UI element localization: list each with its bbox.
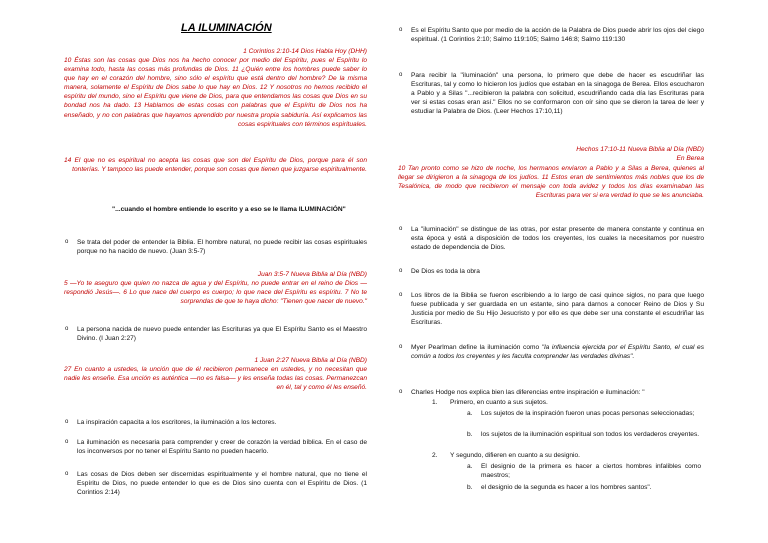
list-item bbox=[399, 71, 704, 116]
scripture-subtitle: En Berea bbox=[676, 155, 704, 162]
list-item-text: Los libros de la Biblia se fueron escribiendo a lo largo de casi quince siglos, no para que luego fuese publicada y ser guardada en un estante, sino para darnos a conocer Reino de Dios y Su Justicia por medio de Su Hijo Jesucristo y por ello es que debe ser una constante el escudriñar las Escrituras. bbox=[411, 292, 704, 327]
page-title: LA ILUMINACIÓN bbox=[181, 22, 272, 34]
list-item-text: Las cosas de Dios deben ser discernidas espiritualmente y el hombre natural, que no tiene el Espíritu de Dios, no puede entender lo que es de Dios sino cuenta con el Espíritu de Dios. (1 Corintios 2:14) bbox=[77, 471, 367, 497]
list-item bbox=[65, 470, 367, 497]
list-item bbox=[65, 438, 367, 456]
list-item-text: los sujetos de la iluminación espiritual son todos los verdaderos creyentes. bbox=[481, 431, 700, 438]
list-item-text: Para recibir la "iluminación" una persona, lo primero que debe de hacer es escudriñar las Escrituras, tal y como lo hicieron los judíos que estaban en la sinagoga de Berea. Ellos escucharon a Pablo y a Silas "...recibieron la palabra con solicitud, escudriñando cada día las Escrituras para ver si estas cosas eran así." Ellos no se conformaron con oír sino que se dieron la tarea de leer y estudiar la Palabra de Dios. (Leer Hechos 17:10,11) bbox=[411, 72, 704, 116]
list-item-text: Es el Espíritu Santo que por medio de la acción de la Palabra de Dios puede abrir los ojos del ciego espiritual. (1 Corintios 2:10; Salmo 119:105; Salmo 146:8; Salmo 119:130 bbox=[411, 27, 704, 44]
bullet-icon: o bbox=[65, 439, 69, 445]
scripture-passage: 5 —Yo te aseguro que quien no nazca de agua y del Espíritu, no puede entrar en el reino de Dios —respondió Jesús—. 6 Lo que nace del cuerpo es cuerpo; lo que nace del Espíritu es espíritu. 7 No te sorprendas de que te haya dicho: "Tienen que nacer de nuevo." bbox=[64, 280, 367, 306]
list-item-text: La inspiración capacita a los escritores, la iluminación a los lectores. bbox=[77, 419, 277, 426]
scripture-reference: 1 Corintios 2:10-14 Dios Habla Hoy (DHH) bbox=[243, 48, 367, 55]
list-item bbox=[399, 291, 704, 327]
list-item-text: el designio de la segunda es hacer a los hombres santos". bbox=[481, 484, 652, 491]
bullet-icon: o bbox=[399, 344, 403, 350]
highlight-quote: "...cuando el hombre entiende lo escrito y a eso se le llama ILUMINACIÓN" bbox=[112, 206, 346, 213]
list-item-text: Primero, en cuanto a sus sujetos. bbox=[450, 399, 548, 406]
list-number: 1. bbox=[432, 399, 438, 406]
bullet-icon: o bbox=[399, 268, 403, 274]
list-item-text: Myer Pearlman define la iluminación como bbox=[411, 344, 542, 351]
scripture-reference: Juan 3:5-7 Nueva Biblia al Día (NBD) bbox=[257, 271, 367, 278]
scripture-passage: 10 Éstas son las cosas que Dios nos ha hecho conocer por medio del Espíritu, pues el Espíritu lo examina todo, hasta las cosas más profundas de Dios. 11 ¿Quién entre los hombres puede saber lo que hay en el corazón del hombre, sino sólo el espíritu que está dentro del hombre? De la misma manera, solamente el Espíritu de Dios sabe lo que hay en Dios. 12 Y nosotros no hemos recibido el espíritu del mundo, sino el Espíritu que viene de Dios, para que entendamos las cosas que Dios en su bondad nos ha dado. 13 Hablamos de estas cosas con palabras que el Espíritu de Dios nos ha enseñado, y no con palabras que hayamos aprendido por nuestra propia sabiduría. Así explicamos las cosas espirituales con términos espirituales. bbox=[64, 57, 367, 128]
bullet-icon: o bbox=[399, 292, 403, 298]
bullet-icon: o bbox=[399, 389, 403, 395]
list-item bbox=[399, 267, 704, 276]
scripture-passage: 10 Tan pronto como se hizo de noche, los hermanos enviaron a Pablo y a Silas a Berea, quienes al llegar se dirigieron a la sinagoga de los judíos. 11 Estos eran de sentimientos más nobles que los de Tesalónica, de modo que recibieron el mensaje con toda avidez y todos los días examinaban las Escrituras para ver si era verdad lo que se les anunciaba. bbox=[398, 165, 704, 200]
bullet-icon: o bbox=[65, 239, 69, 245]
list-item-text: Charles Hodge nos explica bien las diferencias entre inspiración e iluminación: " bbox=[411, 389, 645, 396]
bullet-icon: o bbox=[65, 326, 69, 332]
list-item-text: La iluminación es necesaria para comprender y creer de corazón la verdad bíblica. En el caso de los inconversos por no tener el Espíritu Santo no pueden hacerlo. bbox=[77, 439, 367, 456]
bullet-icon: o bbox=[399, 72, 403, 78]
list-item-text: Se trata del poder de entender la Biblia. El hombre natural, no puede recibir las cosas espirituales porque no ha nacido de nuevo. (Juan 3:5-7) bbox=[77, 239, 367, 256]
list-item-text: El designio de la primera es hacer a ciertos hombres infalibles como maestros; bbox=[481, 463, 701, 480]
bullet-icon: o bbox=[65, 471, 69, 477]
scripture-reference: Hechos 17:10-11 Nueva Biblia al Día (NBD) bbox=[576, 146, 704, 153]
list-number: 2. bbox=[432, 452, 438, 459]
list-item-text: La "iluminación" se distingue de las otras, por estar presente de manera constante y continua en esta época y está a disposición de todos los creyentes, los cuales la necesitamos por nuestro estado de dependencia de Dios. bbox=[411, 226, 704, 252]
list-letter: b. bbox=[467, 484, 473, 491]
scripture-passage: 27 En cuanto a ustedes, la unción que de él recibieron permanece en ustedes, y no necesitan que nadie les enseñe. Esa unción es auténtica —no es falsa— y les enseña todas las cosas. Permanezcan en él, tal y como él les enseñó. bbox=[64, 366, 367, 392]
list-item-text: De Dios es toda la obra bbox=[411, 268, 480, 275]
bullet-icon: o bbox=[399, 27, 403, 33]
list-item bbox=[399, 225, 704, 252]
scripture-passage: 14 El que no es espiritual no acepta las cosas que son del Espíritu de Dios, porque para él son tonterías. Y tampoco las puede entender, porque son cosas que tienen que juzgarse espiritualmente. bbox=[64, 157, 367, 174]
list-item-text: Los sujetos de la inspiración fueron unas pocas personas seleccionadas; bbox=[481, 410, 695, 417]
list-item bbox=[399, 343, 704, 361]
list-item bbox=[399, 388, 704, 397]
list-item bbox=[399, 26, 704, 44]
bullet-icon: o bbox=[65, 419, 69, 425]
list-item bbox=[65, 325, 367, 343]
quoted-definition: "la influencia ejercida por el Espíritu Santo, el cual es común a todos los creyentes y les faculta comprender las verdades divinas". bbox=[411, 344, 704, 361]
list-item-text: Y segundo, difieren en cuanto a su designio. bbox=[450, 452, 581, 459]
list-letter: a. bbox=[467, 463, 473, 470]
list-letter: b. bbox=[467, 431, 473, 438]
bullet-icon: o bbox=[399, 226, 403, 232]
list-item bbox=[65, 238, 367, 256]
list-item bbox=[65, 418, 367, 427]
scripture-reference: 1 Juan 2:27 Nueva Biblia al Día (NBD) bbox=[254, 357, 367, 364]
list-item-text: La persona nacida de nuevo puede entender las Escrituras ya que El Espíritu Santo es el Maestro Divino. (I Juan 2:27) bbox=[77, 326, 367, 343]
list-letter: a. bbox=[467, 410, 473, 417]
